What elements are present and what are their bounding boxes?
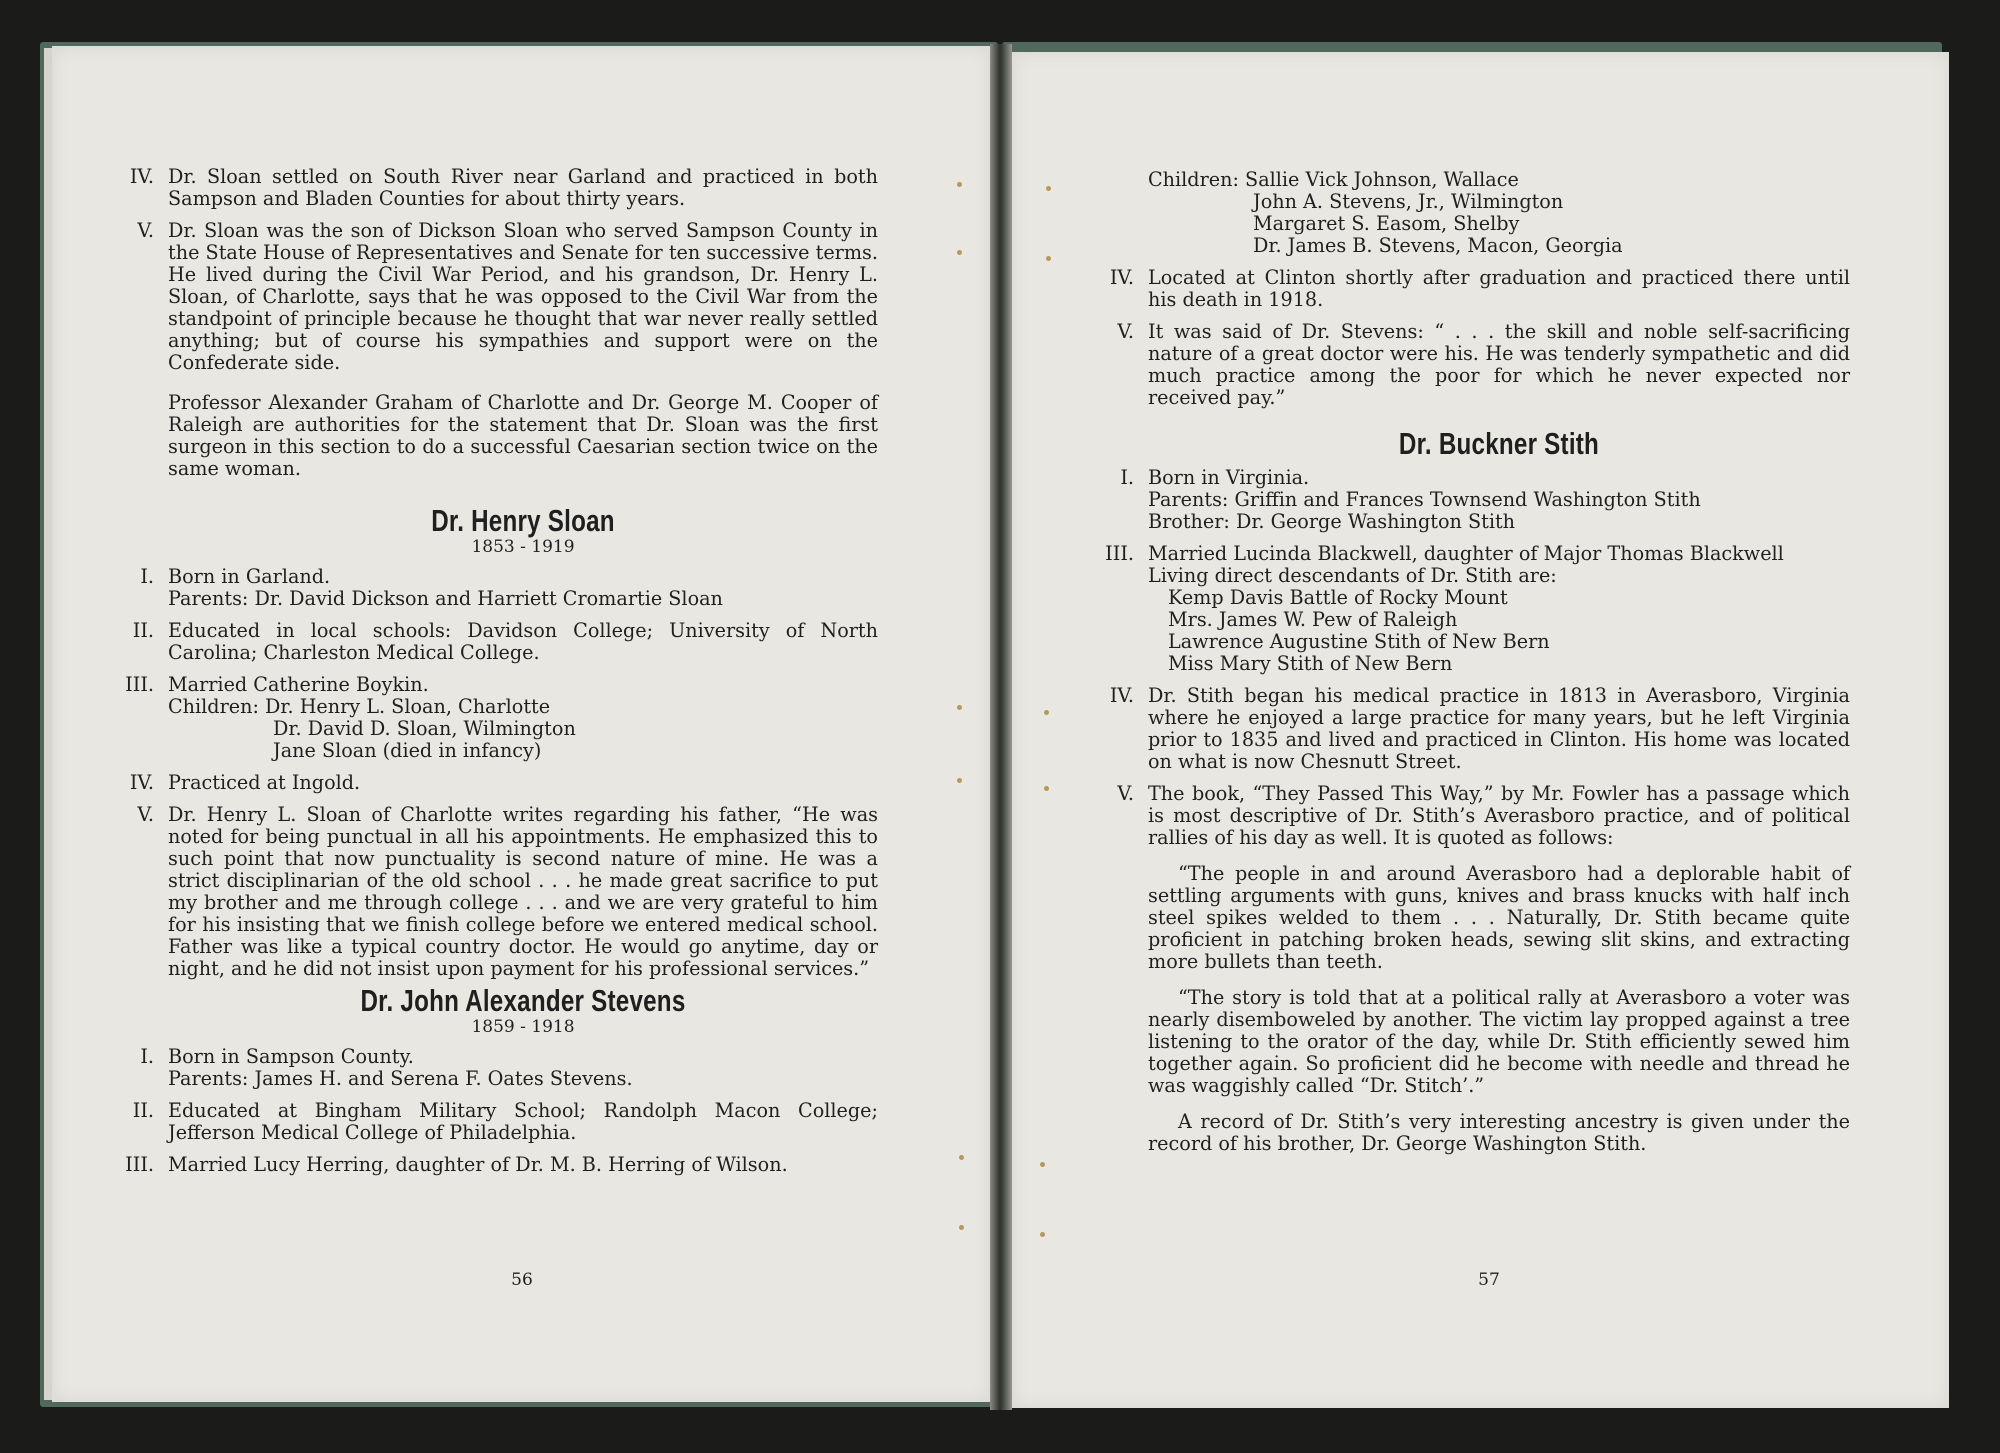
descendant-line: Miss Mary Stith of New Bern: [1168, 652, 1453, 675]
staple-hole: [1044, 786, 1049, 791]
sloan-entry-v: [137, 219, 878, 374]
entry-line: Brother: Dr. George Washington Stith: [1148, 510, 1516, 533]
entry-number: III.: [1105, 542, 1134, 565]
quote-paragraph: “The people in and around Averasboro had a deplorable habit of settling arguments with guns, knives and brass knucks with half inch steel spikes welded to them . . . Naturally, Dr. Stith became quite proficient in patching broken heads, sewing slit skins, and extracting more bullets than teeth.: [1148, 862, 1850, 973]
stith-entry-iv: [1109, 684, 1850, 773]
entry-text: The book, “They Passed This Way,” by Mr. Fowler has a passage which is most descriptive of Dr. Stith’s Averasboro practice, and of political rallies of his day as well. It is quoted as follows:: [1148, 782, 1850, 849]
staple-hole: [957, 250, 962, 255]
staple-hole: [957, 182, 962, 187]
children-line: John A. Stevens, Jr., Wilmington: [1253, 190, 1564, 213]
staple-hole: [1046, 186, 1051, 191]
stevens-entry-iii: [125, 1153, 878, 1176]
entry-text: Located at Clinton shortly after graduation and practiced there until his death in 1918.: [1148, 266, 1850, 311]
henry-sloan-dates: 1853 - 1919: [471, 537, 575, 557]
entry-text: Practiced at Ingold.: [168, 771, 361, 794]
staple-hole: [959, 1155, 964, 1160]
staple-hole: [959, 1225, 964, 1230]
entry-text: It was said of Dr. Stevens: “ . . . the skill and noble self-sacrificing nature of a great doctor were his. He was tenderly sympathetic and did much practice among the poor for which he never expected nor received pay.”: [1148, 320, 1850, 409]
entry-number: I.: [140, 565, 154, 588]
entry-line: Parents: James H. and Serena F. Oates Stevens.: [168, 1067, 633, 1090]
entry-text: Dr. Stith began his medical practice in 1813 in Averasboro, Virginia where he enjoyed a large practice for many years, but he left Virginia prior to 1835 and lived and practiced in Clinton. His home was located on what is now Chesnutt Street.: [1148, 684, 1850, 773]
children-line: Dr. David D. Sloan, Wilmington: [273, 717, 576, 740]
descendant-line: Kemp Davis Battle of Rocky Mount: [1168, 586, 1508, 609]
entry-line: Married Catherine Boykin.: [168, 673, 429, 696]
entry-text: Educated at Bingham Military School; Randolph Macon College; Jefferson Medical College of Philadelphia.: [168, 1099, 878, 1144]
children-line: Children: Dr. Henry L. Sloan, Charlotte: [168, 695, 551, 718]
entry-number: V.: [1117, 782, 1134, 805]
stevens-entry-v: [1117, 320, 1850, 409]
entry-line: Born in Sampson County.: [168, 1045, 414, 1068]
staple-hole: [957, 705, 962, 710]
entry-number: V.: [137, 219, 154, 242]
page-number-right: 57: [1478, 1270, 1500, 1290]
entry-line: Born in Virginia.: [1148, 466, 1310, 489]
entry-number: I.: [140, 1045, 154, 1068]
henry-sloan-heading: Dr. Henry Sloan: [431, 503, 615, 538]
quote-paragraph: “The story is told that at a political rally at Averasboro a voter was nearly disemboweled by another. The victim lay propped against a tree listening to the orator of the day, while Dr. Stith efficiently sewed him together again. So proficient did he become with needle and thread he was waggishly called “Dr. Stitch’.”: [1148, 986, 1850, 1097]
entry-number: III.: [125, 1153, 154, 1176]
entry-line: Parents: Griffin and Frances Townsend Washington Stith: [1148, 488, 1701, 511]
stith-entry-iii: [1105, 542, 1850, 675]
henry-entry-v: [137, 803, 878, 980]
closing-paragraph: A record of Dr. Stith’s very interesting ancestry is given under the record of his brother, Dr. George Washington Stith.: [1148, 1110, 1850, 1155]
buckner-stith-heading: Dr. Buckner Stith: [1398, 426, 1600, 461]
entry-text: Dr. Sloan was the son of Dickson Sloan who served Sampson County in the State House of Representatives and Senate for ten successive terms. He lived during the Civil War Period, and his grandson, Dr. Henry L. Sloan, of Charlotte, says that he was opposed to the Civil War from the standpoint of principle because he thought that war never really settled anything; but of course his sympathies and support were on the Confederate side.: [168, 219, 878, 374]
entry-line: Parents: Dr. David Dickson and Harriett Cromartie Sloan: [168, 587, 723, 610]
entry-line: Living direct descendants of Dr. Stith are:: [1148, 564, 1557, 587]
descendant-line: Lawrence Augustine Stith of New Bern: [1168, 630, 1550, 653]
henry-entry-iii: [125, 673, 878, 762]
john-stevens-dates: 1859 - 1918: [471, 1017, 575, 1037]
staple-hole: [1040, 1162, 1045, 1167]
henry-entry-i: [140, 565, 878, 610]
stith-entry-i: [1120, 466, 1850, 533]
entry-number: V.: [1117, 320, 1134, 343]
entry-line: Born in Garland.: [168, 565, 331, 588]
john-stevens-heading: Dr. John Alexander Stevens: [360, 983, 686, 1018]
sloan-entry-iv: [129, 165, 878, 210]
entry-text: Educated in local schools: Davidson College; University of North Carolina; Charleston Medical College.: [168, 619, 878, 664]
stevens-entry-i: [140, 1045, 878, 1090]
caesarian-paragraph: Professor Alexander Graham of Charlotte and Dr. George M. Cooper of Raleigh are authorities for the statement that Dr. Sloan was the first surgeon in this section to do a successful Caesarian section twice on the same woman.: [168, 391, 878, 480]
entry-number: IV.: [129, 771, 154, 794]
children-line: Jane Sloan (died in infancy): [273, 739, 542, 762]
entry-number: V.: [137, 803, 154, 826]
entry-number: II.: [132, 1099, 154, 1122]
entry-number: III.: [125, 673, 154, 696]
stevens-children: [1148, 169, 1850, 257]
entry-number: IV.: [129, 165, 154, 188]
entry-number: IV.: [1109, 266, 1134, 289]
entry-number: II.: [132, 619, 154, 642]
stith-entry-v: [1117, 782, 1850, 1169]
right-page-text: [1105, 168, 1850, 1179]
staple-hole: [1046, 256, 1051, 261]
henry-entry-iv: [129, 771, 878, 794]
children-line: Children: Sallie Vick Johnson, Wallace: [1148, 168, 1519, 191]
staple-hole: [957, 778, 962, 783]
entry-text: Married Lucinda Blackwell, daughter of Major Thomas Blackwell: [1148, 542, 1784, 565]
entry-number: I.: [1120, 466, 1134, 489]
descendant-line: Mrs. James W. Pew of Raleigh: [1168, 608, 1458, 631]
children-line: Margaret S. Easom, Shelby: [1253, 212, 1520, 235]
entry-number: IV.: [1109, 684, 1134, 707]
entry-text: Dr. Sloan settled on South River near Garland and practiced in both Sampson and Bladen Counties for about thirty years.: [168, 165, 878, 210]
stevens-entry-iv: [1109, 266, 1850, 311]
staple-hole: [1040, 1232, 1045, 1237]
stevens-entry-ii: [132, 1099, 878, 1144]
entry-text: Married Lucy Herring, daughter of Dr. M. B. Herring of Wilson.: [168, 1153, 788, 1176]
children-line: Dr. James B. Stevens, Macon, Georgia: [1253, 234, 1623, 257]
staple-hole: [1044, 710, 1049, 715]
page-number-left: 56: [511, 1270, 533, 1290]
henry-entry-ii: [132, 619, 878, 664]
book-gutter: [990, 44, 1012, 1410]
entry-text: Dr. Henry L. Sloan of Charlotte writes regarding his father, “He was noted for being punctual in all his appointments. He emphasized this to such point that now punctuality is second nature of mine. He was a strict disciplinarian of the old school . . . he made great sacrifice to put my brother and me through college . . . and we are very grateful to him for his insisting that we finish college before we entered medical school. Father was like a typical country doctor. He would go anytime, day or night, and he did not insist upon payment for his professional services.”: [168, 803, 878, 980]
left-page-text: [125, 165, 878, 1186]
